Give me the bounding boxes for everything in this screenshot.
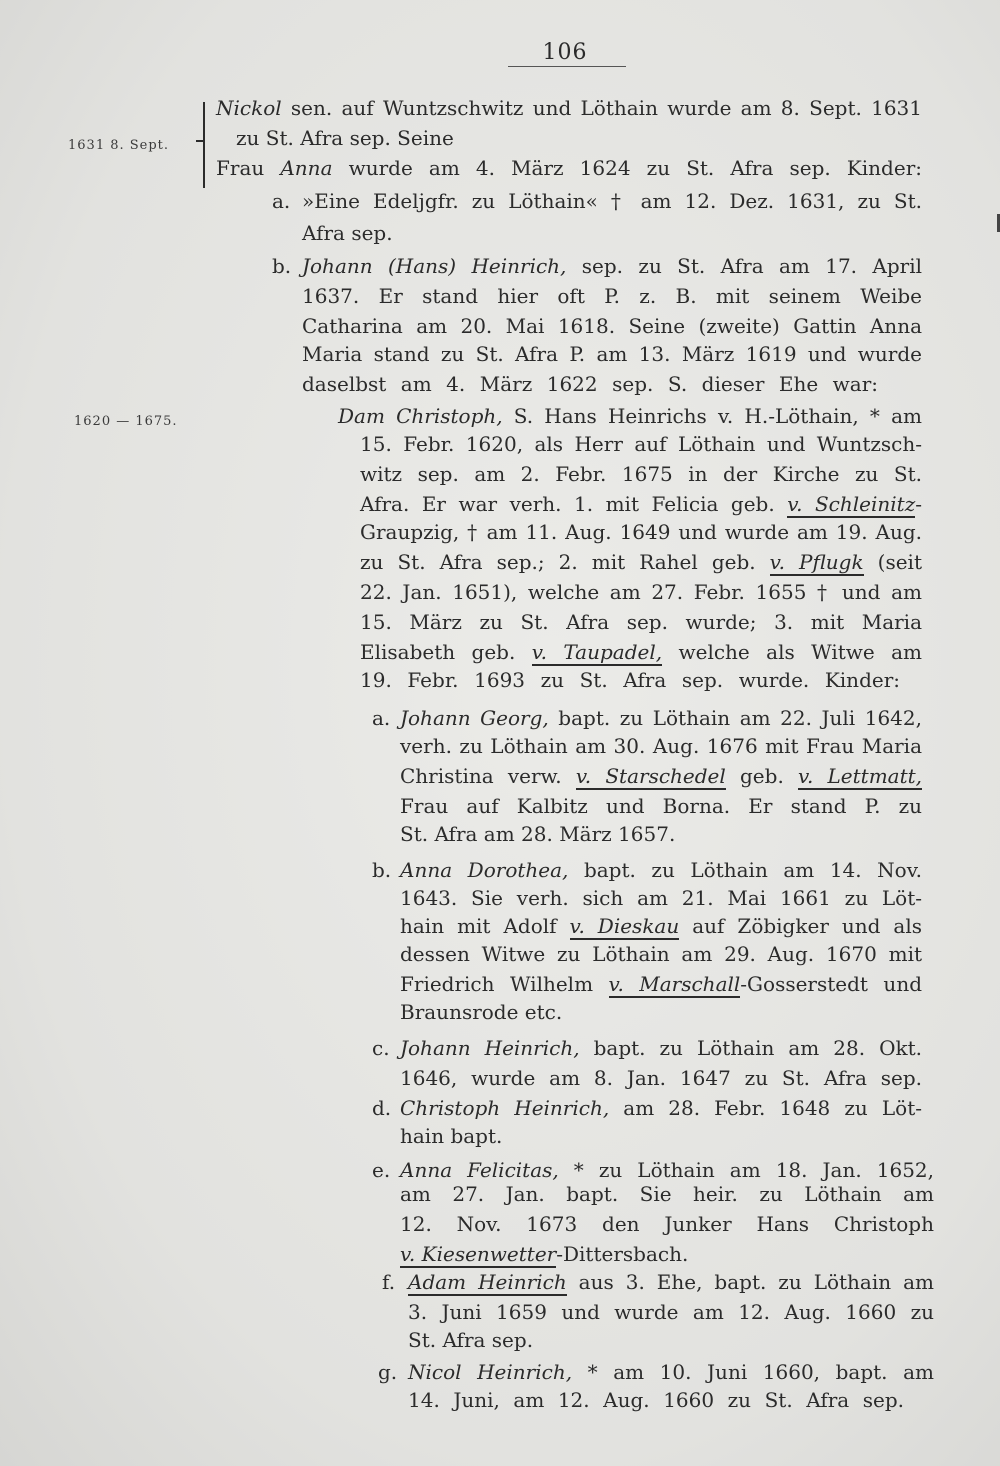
entry-b-line-5: daselbst am 4. März 1622 sep. S. dieser Ehe war: [302,372,878,396]
child-e-line-3: 12. Nov. 1673 den Junker Hans Christoph [400,1212,934,1236]
child-g-line-2: 14. Juni, am 12. Aug. 1660 zu St. Afra sep. [408,1388,904,1412]
child-d-line-1: Christoph Heinrich, am 28. Febr. 1648 zu Löt- [400,1096,922,1120]
nickol-line-1: Nickol sen. auf Wuntzschwitz und Löthain wurde am 8. Sept. 1631 [216,96,922,120]
surname-schleinitz: v. Schleinitz [787,492,916,516]
child-c-name: Johann Heinrich, [400,1036,580,1060]
margin-note-1620-1675: 1620 — 1675. [74,414,178,429]
child-e-line-2: am 27. Jan. bapt. Sie heir. zu Löthain am [400,1182,934,1206]
surname-lettmatt: v. Lettmatt, [798,764,923,788]
dam-line-10: 19. Febr. 1693 zu St. Afra sep. wurde. Kinder: [360,668,900,692]
entry-b-line-3: Catharina am 20. Mai 1618. Seine (zweite) Gattin Anna [302,314,922,338]
nickol-line-2: zu St. Afra sep. Seine [236,126,454,150]
child-b-line-3: hain mit Adolf v. Dieskau auf Zöbigker und als [400,914,922,938]
page-number: 106 [542,40,588,65]
child-f-line-2: 3. Juni 1659 und wurde am 12. Aug. 1660 zu [408,1300,934,1324]
dam-line-2: 15. Febr. 1620, als Herr auf Löthain und Wuntzsch- [360,432,922,456]
surname-marschall: v. Marschall [608,972,741,996]
child-b-name: Anna Dorothea, [400,858,569,882]
child-c-line-1: Johann Heinrich, bapt. zu Löthain am 28. Okt. [400,1036,922,1060]
child-a-line-1: Johann Georg, bapt. zu Löthain am 22. Juli 1642, [400,706,922,730]
brace-bracket [203,102,215,188]
child-c-line-2: 1646, wurde am 8. Jan. 1647 zu St. Afra sep. [400,1066,922,1090]
entry-b-name: Johann (Hans) Heinrich, [302,254,567,278]
margin-note-1631: 1631 8. Sept. [68,138,170,153]
entry-a-line-2: Afra sep. [302,221,393,245]
child-f-line-1: Adam Heinrich aus 3. Ehe, bapt. zu Löthain am [408,1270,934,1294]
child-b-line-4: dessen Witwe zu Löthain am 29. Aug. 1670 mit [400,942,922,966]
page-number-rule [508,66,626,67]
surname-taupadel: v. Taupadel, [531,640,663,664]
child-g-label: g. [378,1360,398,1384]
dam-line-4: Afra. Er war verh. 1. mit Felicia geb. v. Schleinitz- [360,492,923,516]
child-b-label: b. [372,858,392,882]
dam-line-6: zu St. Afra sep.; 2. mit Rahel geb. v. Pflugk (seit [360,550,922,574]
surname-starschedel: v. Starschedel [575,764,726,788]
child-a-label: a. [372,706,391,730]
child-a-line-2: verh. zu Löthain am 30. Aug. 1676 mit Frau Maria [400,734,922,758]
child-e-label: e. [372,1158,391,1182]
wife-name: Anna [280,156,333,180]
child-b-line-6: Braunsrode etc. [400,1000,563,1024]
child-a-name: Johann Georg, [400,706,549,730]
entry-a-line-1: »Eine Edeljgfr. zu Löthain« † am 12. Dez. 1631, zu St. [302,189,922,213]
dam-line-9: Elisabeth geb. v. Taupadel, welche als Witwe am [360,640,922,664]
dam-line-5: Graupzig, † am 11. Aug. 1649 und wurde am 19. Aug. [360,520,922,544]
child-a-line-5: St. Afra am 28. März 1657. [400,822,676,846]
dam-line-7: 22. Jan. 1651), welche am 27. Febr. 1655 † und am [360,580,922,604]
child-a-line-4: Frau auf Kalbitz und Borna. Er stand P. zu [400,794,922,818]
entry-b-line-1: Johann (Hans) Heinrich, sep. zu St. Afra am 17. April [302,254,922,278]
dam-name: Dam Christoph, [338,404,503,428]
child-g-name: Nicol Heinrich, [408,1360,573,1384]
entry-b-line-4: Maria stand zu St. Afra P. am 13. März 1619 und wurde [302,342,922,366]
dam-line-3: witz sep. am 2. Febr. 1675 in der Kirche zu St. [360,462,922,486]
surname-dieskau: v. Dieskau [569,914,680,938]
child-f-name: Adam Heinrich [408,1270,567,1294]
child-d-name: Christoph Heinrich, [400,1096,610,1120]
child-f-line-3: St. Afra sep. [408,1328,534,1352]
dam-line-8: 15. März zu St. Afra sep. wurde; 3. mit Maria [360,610,922,634]
child-c-label: c. [372,1036,390,1060]
entry-a-label: a. [272,189,291,213]
child-b-line-5: Friedrich Wilhelm v. Marschall-Gosserstedt und [400,972,922,996]
child-e-line-4: v. Kiesenwetter-Dittersbach. [400,1242,689,1266]
child-d-label: d. [372,1096,392,1120]
surname-kiesenwetter: v. Kiesenwetter [400,1242,557,1266]
child-d-line-2: hain bapt. [400,1124,503,1148]
child-e-name: Anna Felicitas, [400,1158,559,1182]
entry-b-line-2: 1637. Er stand hier oft P. z. B. mit seinem Weibe [302,284,922,308]
child-e-line-1: Anna Felicitas, * zu Löthain am 18. Jan. 1652, [400,1158,935,1182]
child-g-line-1: Nicol Heinrich, * am 10. Juni 1660, bapt. am [408,1360,934,1384]
entry-b-label: b. [272,254,292,278]
brace-tip [196,140,204,142]
dam-line-1: Dam Christoph, S. Hans Heinrichs v. H.-Löthain, * am [338,404,922,428]
nickol-wife-line: Frau Anna wurde am 4. März 1624 zu St. Afra sep. Kinder: [216,156,922,180]
child-b-line-2: 1643. Sie verh. sich am 21. Mai 1661 zu Löt- [400,886,922,910]
child-f-label: f. [382,1270,396,1294]
surname-pflugk: v. Pflugk [769,550,864,574]
nickol-name: Nickol [216,96,282,120]
child-b-line-1: Anna Dorothea, bapt. zu Löthain am 14. Nov. [400,858,923,882]
child-a-line-3: Christina verw. v. Starschedel geb. v. Lettmatt, [400,764,923,788]
